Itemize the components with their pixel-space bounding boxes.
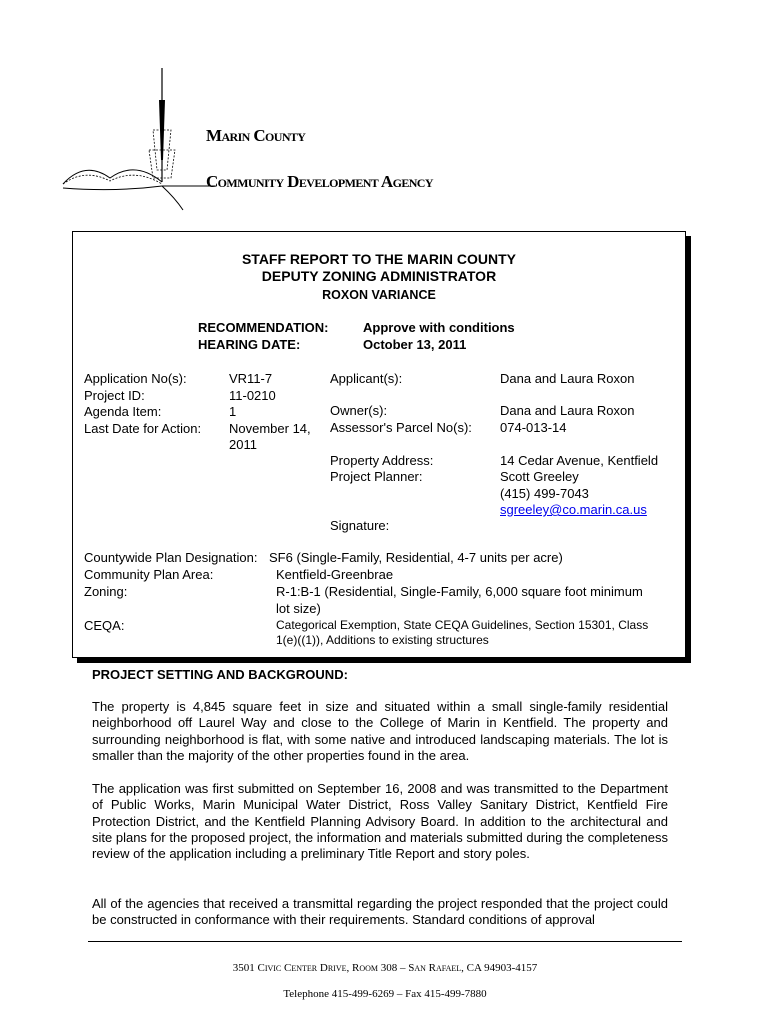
zoning-value: [276, 584, 643, 617]
ceqa-value: [276, 618, 648, 648]
hearing-date-value: October 13, 2011: [363, 337, 467, 352]
report-title-line1: STAFF REPORT TO THE MARIN COUNTY: [241, 251, 517, 267]
zoning-value-line2: lot size): [276, 600, 321, 616]
recommendation-value: Approve with conditions: [363, 320, 515, 335]
ceqa-value-line2: 1(e)((1)), Additions to existing structures: [276, 633, 489, 647]
last-date-label: Last Date for Action:: [84, 420, 202, 436]
application-no-value: VR11-7: [229, 371, 273, 386]
report-title-line2: DEPUTY ZONING ADMINISTRATOR: [261, 268, 497, 284]
zoning-value-line1: R-1:B-1 (Residential, Single-Family, 6,000 square foot minimum: [276, 584, 643, 599]
report-subtitle: ROXON VARIANCE: [322, 288, 436, 302]
agenda-item-label: Agenda Item:: [84, 404, 162, 419]
applicant-value: Dana and Laura Roxon: [500, 371, 635, 386]
property-address-value: 14 Cedar Avenue, Kentfield: [500, 453, 659, 468]
agency-name-line1: Marin County: [206, 126, 306, 145]
project-planner-contact: [500, 469, 647, 519]
left-values-column: [229, 371, 311, 454]
countywide-plan-label: Countywide Plan Designation:: [84, 550, 258, 565]
paragraph-3: All of the agencies that received a transmittal regarding the project responded that the project could be constructed in conformance with their requirements. Standard conditions of approval: [92, 896, 668, 928]
owner-label: Owner(s):: [330, 403, 388, 418]
ceqa-label: CEQA:: [84, 618, 125, 633]
countywide-plan-value: SF6 (Single-Family, Residential, 4-7 units per acre): [269, 550, 563, 565]
agency-name-line2: Community Development Agency: [206, 172, 433, 191]
planner-phone: (415) 499-7043: [500, 485, 589, 501]
applicant-label: Applicant(s):: [330, 371, 403, 386]
project-planner-label: Project Planner:: [330, 469, 423, 484]
last-date-value: November 14,: [229, 420, 311, 436]
parcel-label: Assessor's Parcel No(s):: [330, 420, 472, 435]
recommendation-label: RECOMMENDATION:: [198, 320, 329, 335]
last-date-value-year: 2011: [229, 437, 257, 452]
hearing-date-label: HEARING DATE:: [198, 337, 301, 352]
paragraph-1: The property is 4,845 square feet in size and situated within a small single-family residential neighborhood off Laurel Way and close to the College of Marin in Kentfield. The property and surrounding neighborhood is flat, with some native and introduced landscaping materials. The lot is smaller than the majority of the other properties found in the area.: [92, 699, 668, 763]
planner-name: Scott Greeley: [500, 469, 579, 484]
project-id-value: 11-0210: [229, 387, 276, 403]
left-labels-column: [84, 371, 201, 437]
paragraph-2: The application was first submitted on September 16, 2008 and was transmitted to the Department of Public Works, Marin Municipal Water District, Ross Valley Sanitary District, Kentfield Fire Protection District, and the Kentfield Planning Advisory Board. In addition to the architectural and site plans for the proposed project, the information and materials submitted during the completeness review of the application including a preliminary Title Report and story poles.: [92, 781, 668, 862]
community-plan-value: Kentfield-Greenbrae: [276, 567, 394, 582]
application-no-label: Application No(s):: [84, 371, 187, 386]
agenda-item-value: 1: [229, 404, 237, 419]
marin-county-logo-icon: [55, 60, 215, 220]
footer-divider: [88, 941, 682, 942]
project-id-label: Project ID:: [84, 387, 145, 403]
parcel-value: 074-013-14: [500, 420, 567, 435]
planner-email-link[interactable]: sgreeley@co.marin.ca.us: [500, 502, 647, 517]
report-summary-box: [72, 231, 686, 658]
footer-phone: Telephone 415-499-6269 – Fax 415-499-7880: [283, 988, 487, 1000]
footer-address: 3501 Civic Center Drive, Room 308 – San Rafael, CA 94903-4157: [232, 962, 538, 974]
section-heading: PROJECT SETTING AND BACKGROUND:: [92, 667, 348, 682]
owner-value: Dana and Laura Roxon: [500, 403, 635, 418]
zoning-label: Zoning:: [84, 584, 128, 599]
ceqa-value-line1: Categorical Exemption, State CEQA Guidelines, Section 15301, Class: [276, 618, 649, 632]
signature-label: Signature:: [330, 518, 390, 533]
community-plan-label: Community Plan Area:: [84, 567, 214, 582]
property-address-label: Property Address:: [330, 453, 434, 468]
